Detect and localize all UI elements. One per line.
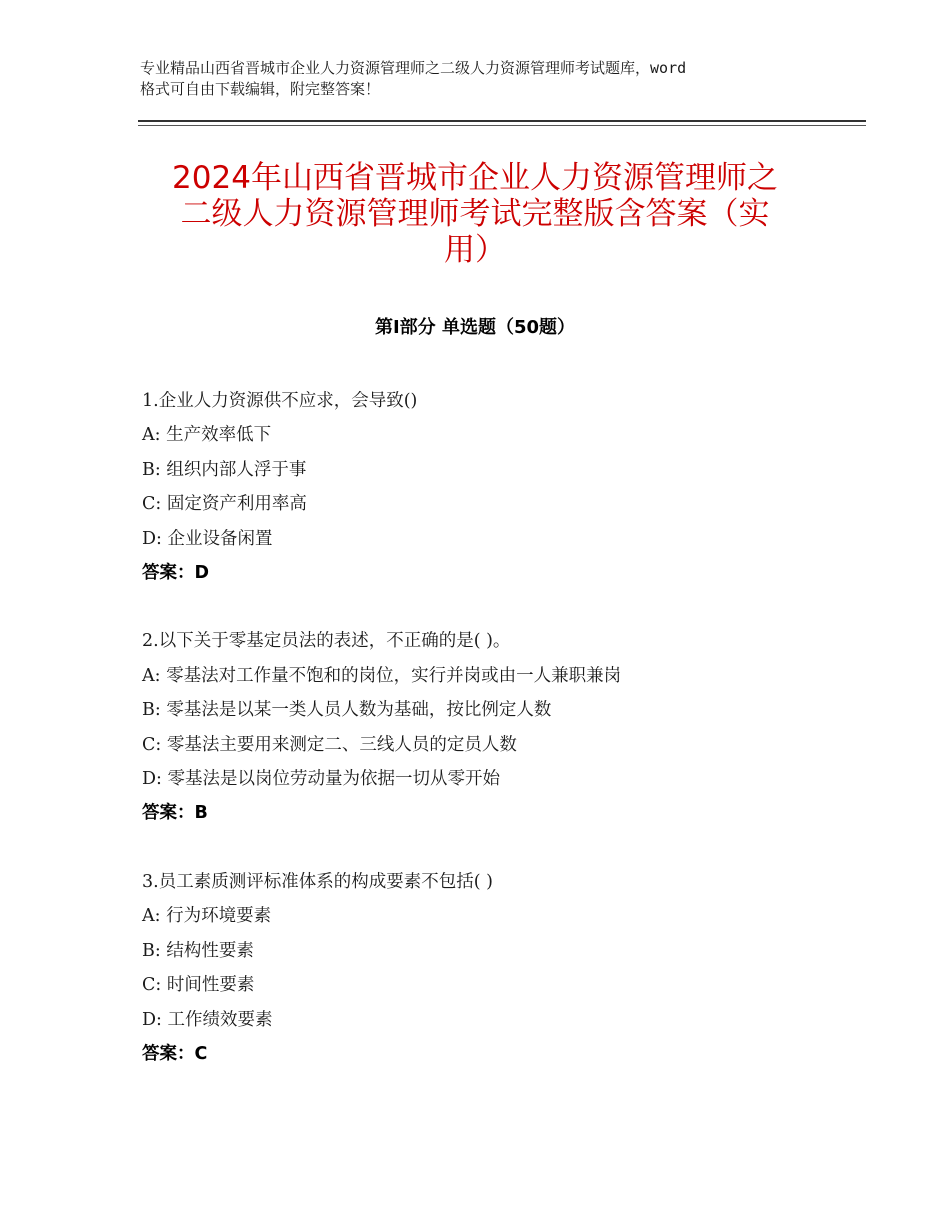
header-note-line-1: 专业精品山西省晋城市企业人力资源管理师之二级人力资源管理师考试题库，word	[140, 59, 687, 77]
option-a: A: 生产效率低下	[142, 425, 272, 446]
document-title-line-1: 2024年山西省晋城市企业人力资源管理师之	[172, 160, 778, 196]
document-title-line-2: 二级人力资源管理师考试完整版含答案（实	[180, 196, 770, 232]
option-c: C: 零基法主要用来测定二、三线人员的定员人数	[142, 734, 517, 755]
option-c: C: 时间性要素	[142, 975, 255, 996]
option-a: A: 行为环境要素	[142, 906, 272, 927]
header-note	[140, 58, 820, 100]
option-b: B: 组织内部人浮于事	[142, 459, 307, 480]
option-b: B: 零基法是以某一类人员人数为基础，按比例定人数	[142, 700, 552, 721]
option-d: D: 企业设备闲置	[142, 528, 273, 549]
question-stem: 1.企业人力资源供不应求，会导致()	[142, 391, 418, 411]
question-1	[142, 384, 842, 590]
section-heading: 第Ⅰ部分 单选题（50题）	[374, 317, 575, 338]
option-c: C: 固定资产利用率高	[142, 494, 307, 515]
question-list	[142, 384, 842, 1105]
question-3	[142, 865, 842, 1071]
question-stem: 3.员工素质测评标准体系的构成要素不包括( )	[142, 871, 493, 892]
header-divider-thin	[138, 125, 866, 126]
document-title	[120, 160, 830, 268]
question-2	[142, 624, 842, 830]
option-d: D: 工作绩效要素	[142, 1009, 273, 1030]
header-note-line-2: 格式可自由下载编辑，附完整答案！	[140, 80, 381, 98]
answer-label: 答案：D	[142, 563, 210, 584]
document-title-line-3: 用）	[444, 232, 506, 268]
option-d: D: 零基法是以岗位劳动量为依据一切从零开始	[142, 769, 500, 790]
header-divider-thick	[138, 120, 866, 122]
option-b: B: 结构性要素	[142, 940, 254, 961]
answer-label: 答案：C	[142, 1043, 208, 1064]
question-stem: 2.以下关于零基定员法的表述，不正确的是( )。	[142, 631, 511, 652]
answer-label: 答案：B	[142, 803, 208, 824]
option-a: A: 零基法对工作量不饱和的岗位，实行并岗或由一人兼职兼岗	[142, 665, 622, 686]
